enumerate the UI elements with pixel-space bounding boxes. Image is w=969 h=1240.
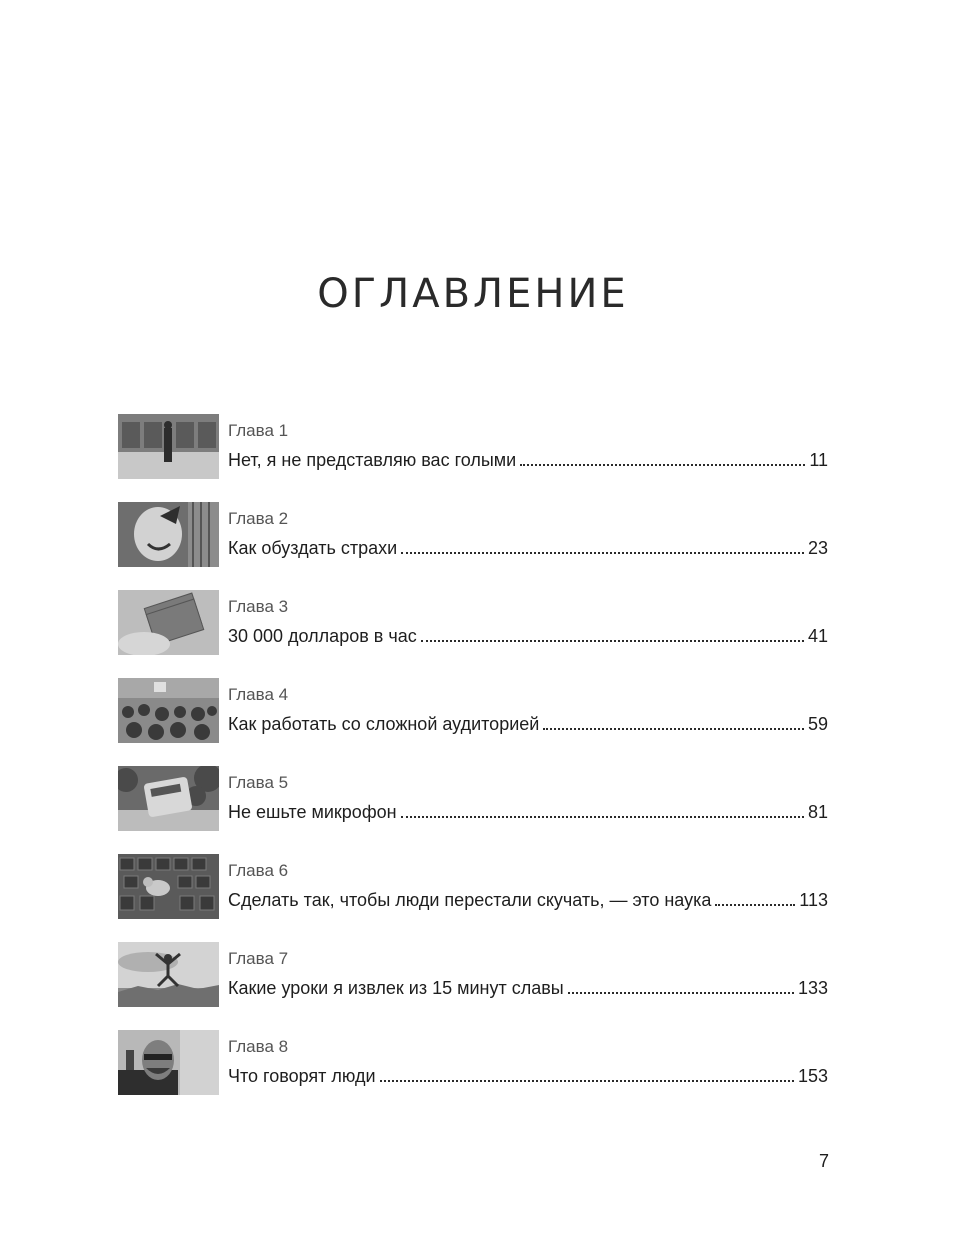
page-folio: 7: [818, 1151, 829, 1171]
page-number: 81: [807, 802, 828, 822]
page-number: 11: [809, 450, 828, 470]
chapter-label: Глава 7: [228, 949, 289, 968]
chapter-2-thumbnail: [118, 502, 219, 567]
chapter-title: Какие уроки я извлек из 15 минут славы: [228, 978, 564, 998]
dot-leader: [543, 728, 804, 730]
toc-entry-5[interactable]: [118, 766, 828, 832]
toc-entry-2[interactable]: [118, 502, 828, 568]
chapter-label: Глава 5: [228, 773, 289, 792]
chapter-title: Не ешьте микрофон: [228, 802, 397, 822]
page-number: 41: [807, 626, 828, 646]
table-of-contents: [118, 414, 828, 1118]
chapter-1-thumbnail: [118, 414, 219, 479]
toc-entry-6[interactable]: [118, 854, 828, 920]
dot-leader: [401, 552, 804, 554]
dot-leader: [401, 816, 804, 818]
toc-entry-7[interactable]: [118, 942, 828, 1008]
dot-leader: [380, 1080, 794, 1082]
toc-entry-8[interactable]: [118, 1030, 828, 1096]
chapter-label: Глава 4: [228, 685, 289, 704]
chapter-title: 30 000 долларов в час: [228, 626, 417, 646]
chapter-title: Как обуздать страхи: [228, 538, 398, 558]
chapter-6-thumbnail: [118, 854, 219, 919]
chapter-label: Глава 2: [228, 509, 289, 528]
dot-leader: [520, 464, 805, 466]
chapter-label: Глава 3: [228, 597, 289, 616]
chapter-label: Глава 1: [228, 421, 289, 440]
page-number: 23: [807, 538, 828, 558]
chapter-label: Глава 6: [228, 861, 289, 880]
page-title: ОГЛАВЛЕНИЕ: [317, 271, 629, 317]
dot-leader: [421, 640, 804, 642]
chapter-5-thumbnail: [118, 766, 219, 831]
chapter-7-thumbnail: [118, 942, 219, 1007]
toc-entry-4[interactable]: [118, 678, 828, 744]
chapter-title: Сделать так, чтобы люди перестали скучать, — это наука: [228, 890, 712, 910]
toc-entry-3[interactable]: [118, 590, 828, 656]
chapter-title: Нет, я не представляю вас голыми: [228, 450, 517, 470]
chapter-title: Что говорят люди: [228, 1066, 376, 1086]
chapter-label: Глава 8: [228, 1037, 289, 1056]
page-number: 153: [797, 1066, 828, 1086]
dot-leader: [715, 904, 795, 906]
chapter-4-thumbnail: [118, 678, 219, 743]
page-number: 133: [797, 978, 828, 998]
chapter-8-thumbnail: [118, 1030, 219, 1095]
page-number: 59: [807, 714, 828, 734]
dot-leader: [568, 992, 794, 994]
chapter-3-thumbnail: [118, 590, 219, 655]
toc-entry-1[interactable]: [118, 414, 828, 480]
page-number: 113: [799, 890, 828, 910]
chapter-title: Как работать со сложной аудиторией: [228, 714, 540, 734]
